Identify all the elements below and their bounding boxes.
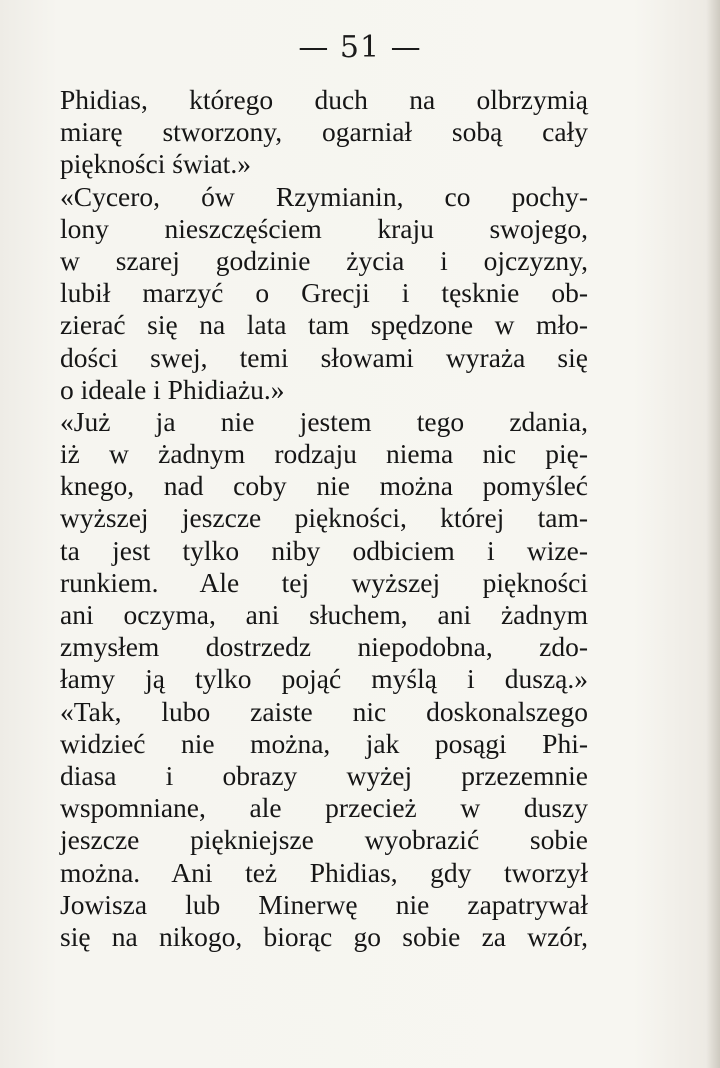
text-line: wyższej jeszcze piękności, której tam- xyxy=(60,502,588,534)
text-line: jeszcze piękniejsze wyobrazić sobie xyxy=(60,824,588,856)
text-line: runkiem. Ale tej wyższej piękności xyxy=(60,566,588,598)
text-line: dości swej, temi słowami wyraża się xyxy=(60,341,588,373)
text-line: wspomniane, ale przecież w duszy xyxy=(60,792,588,824)
page-number: — 51 — xyxy=(298,30,422,65)
text-line: ta jest tylko niby odbiciem i wize- xyxy=(60,534,588,566)
text-line: iż w żadnym rodzaju niema nic pię- xyxy=(60,438,588,470)
text-line: łamy ją tylko pojąć myślą i duszą.» xyxy=(60,663,588,695)
text-line: knego, nad coby nie można pomyśleć xyxy=(60,470,588,502)
body-text xyxy=(60,84,588,953)
text-line: miarę stworzony, ogarniał sobą cały xyxy=(60,116,588,148)
text-line: «Tak, lubo zaiste nic doskonalszego xyxy=(60,695,588,727)
text-line: «Cycero, ów Rzymianin, co pochy- xyxy=(60,180,588,212)
text-line: zierać się na lata tam spędzone w mło- xyxy=(60,309,588,341)
text-line: Jowisza lub Minerwę nie zapatrywał xyxy=(60,888,588,920)
text-line: ani oczyma, ani słuchem, ani żadnym xyxy=(60,599,588,630)
text-line: «Już ja nie jestem tego zdania, xyxy=(60,405,588,437)
text-line: lony nieszczęściem kraju swojego, xyxy=(60,212,588,244)
text-line: zmysłem dostrzedz niepodobna, zdo- xyxy=(60,631,588,663)
text-line: w szarej godzinie życia i ojczyzny, xyxy=(60,244,588,276)
text-line: się na nikogo, biorąc go sobie za wzór, xyxy=(60,920,588,952)
text-line: Phidias, którego duch na olbrzymią xyxy=(60,84,588,115)
text-line: o ideale i Phidiażu.» xyxy=(60,373,285,405)
text-line: widzieć nie można, jak posągi Phi- xyxy=(60,727,588,759)
text-line: można. Ani też Phidias, gdy tworzył xyxy=(60,856,588,888)
text-line: lubił marzyć o Grecji i tęsknie ob- xyxy=(60,277,588,309)
text-line: piękności świat.» xyxy=(60,148,251,180)
page-edge-shadow xyxy=(706,0,720,1068)
text-line: diasa i obrazy wyżej przezemnie xyxy=(60,759,588,791)
